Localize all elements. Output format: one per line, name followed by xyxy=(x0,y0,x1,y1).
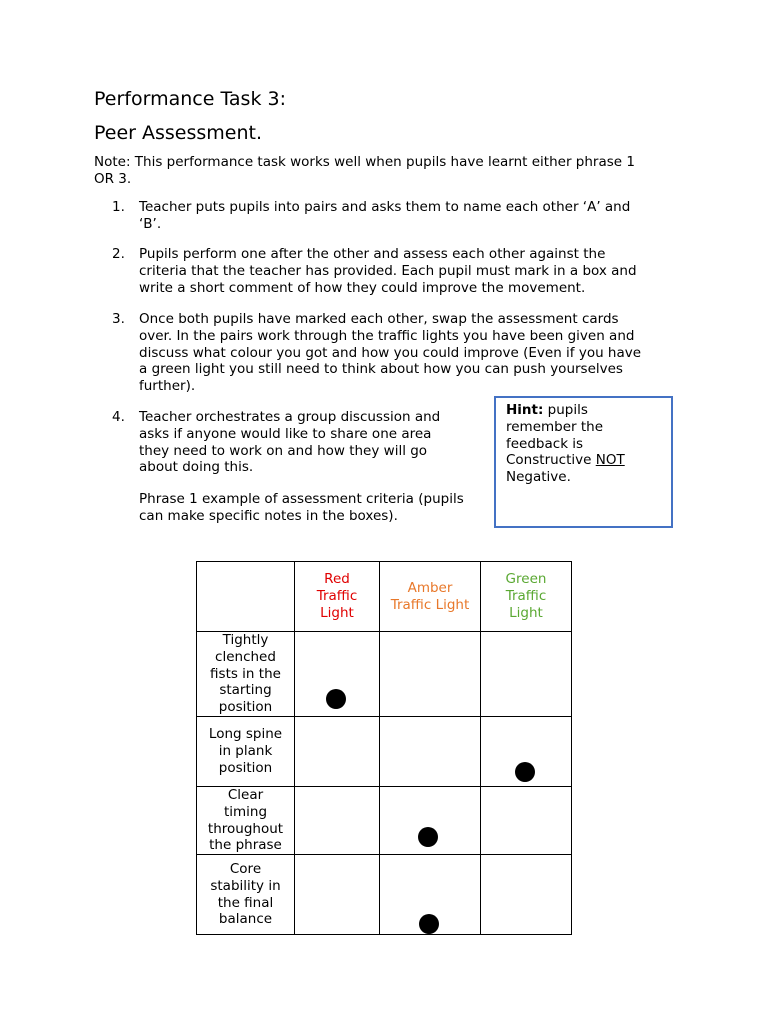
table-row xyxy=(197,786,572,854)
step-line: a green light you still need to think about how you can push yourselves xyxy=(139,361,623,378)
hint-text: remember the xyxy=(506,418,604,435)
criteria-text: stability in xyxy=(210,877,281,894)
criteria-text: starting xyxy=(219,682,272,699)
header-text: Light xyxy=(509,604,543,621)
header-empty-cell xyxy=(197,562,295,632)
step-line: Teacher puts pupils into pairs and asks them to name each other ‘A’ and xyxy=(139,199,631,215)
hint-emphasis: NOT xyxy=(595,452,625,469)
example-caption xyxy=(139,491,489,525)
criteria-text: position xyxy=(218,759,273,776)
criteria-text: Tightly xyxy=(222,632,269,648)
mark-cell-amber[interactable] xyxy=(380,855,481,935)
hint-text: feedback is xyxy=(506,435,584,452)
page-subtitle: Peer Assessment. xyxy=(94,122,263,144)
step-line: discuss what colour you got and how you could improve (Even if you have xyxy=(139,344,642,361)
mark-cell-red[interactable] xyxy=(295,632,380,717)
criteria-text: Long spine xyxy=(208,726,283,743)
hint-text: Negative. xyxy=(506,469,571,486)
mark-dot xyxy=(419,914,439,934)
intro-note xyxy=(94,154,694,188)
note-line: OR 3. xyxy=(94,171,132,187)
example-line: Phrase 1 example of assessment criteria (pupils xyxy=(139,491,464,507)
mark-cell-red[interactable] xyxy=(295,786,380,854)
header-text: Traffic xyxy=(316,588,358,605)
step-line: they need to work on and how they will go xyxy=(139,442,428,459)
hint-box xyxy=(494,396,673,528)
table-row xyxy=(197,716,572,786)
step-number: 4. xyxy=(112,409,125,425)
step-line: Once both pupils have marked each other, swap the assessment cards xyxy=(139,311,619,327)
criteria-text: Core xyxy=(229,861,262,878)
table-header-row xyxy=(197,562,572,632)
mark-dot xyxy=(515,762,535,782)
hint-text: pupils xyxy=(543,402,588,418)
mark-cell-green[interactable] xyxy=(481,855,572,935)
step-line: about doing this. xyxy=(139,459,254,476)
mark-dot xyxy=(326,689,346,709)
step-line: Teacher orchestrates a group discussion and xyxy=(139,409,441,425)
header-text: Amber xyxy=(407,579,453,596)
criteria-cell xyxy=(197,786,295,854)
header-text: Green xyxy=(505,571,547,588)
header-green xyxy=(481,562,572,632)
hint-text: Constructive xyxy=(506,452,596,469)
example-line: can make specific notes in the boxes). xyxy=(139,507,398,524)
criteria-text: the final xyxy=(217,894,274,911)
criteria-text: timing xyxy=(223,803,268,820)
criteria-text: Clear xyxy=(227,786,264,803)
criteria-text: balance xyxy=(218,911,273,928)
mark-cell-amber[interactable] xyxy=(380,716,481,786)
criteria-cell xyxy=(197,716,295,786)
mark-dot xyxy=(418,827,438,847)
header-amber xyxy=(380,562,481,632)
mark-cell-amber[interactable] xyxy=(380,632,481,717)
note-line: Note: This performance task works well when pupils have learnt either phrase 1 xyxy=(94,154,635,170)
assessment-table xyxy=(196,561,572,935)
step-number: 3. xyxy=(112,311,125,327)
mark-cell-amber[interactable] xyxy=(380,786,481,854)
criteria-cell xyxy=(197,855,295,935)
mark-cell-green[interactable] xyxy=(481,632,572,717)
step-line: ‘B’. xyxy=(139,215,162,232)
hint-label: Hint: xyxy=(506,402,544,418)
step-number: 2. xyxy=(112,246,125,262)
mark-cell-green[interactable] xyxy=(481,716,572,786)
header-text: Red xyxy=(324,571,350,588)
table-row xyxy=(197,632,572,717)
header-text: Traffic Light xyxy=(390,596,470,613)
criteria-text: fists in the xyxy=(210,665,281,682)
step-line: over. In the pairs work through the traffic lights you have been given and xyxy=(139,327,635,344)
header-text: Light xyxy=(320,604,354,621)
table-row xyxy=(197,855,572,935)
criteria-text: throughout xyxy=(207,820,284,837)
step-line: further). xyxy=(139,378,196,395)
criteria-text: the phrase xyxy=(209,837,282,854)
criteria-cell xyxy=(197,632,295,717)
mark-cell-red[interactable] xyxy=(295,716,380,786)
mark-cell-green[interactable] xyxy=(481,786,572,854)
page-title: Performance Task 3: xyxy=(94,88,286,110)
step-line: asks if anyone would like to share one area xyxy=(139,425,432,442)
criteria-text: in plank xyxy=(218,743,273,760)
criteria-text: clenched xyxy=(215,648,276,665)
mark-cell-red[interactable] xyxy=(295,855,380,935)
step-line: criteria that the teacher has provided. Each pupil must mark in a box and xyxy=(139,262,637,279)
step-line: write a short comment of how they could improve the movement. xyxy=(139,279,586,296)
header-red xyxy=(295,562,380,632)
step-line: Pupils perform one after the other and assess each other against the xyxy=(139,246,606,262)
criteria-text: position xyxy=(218,699,273,716)
header-text: Traffic xyxy=(505,588,547,605)
step-number: 1. xyxy=(112,199,125,215)
